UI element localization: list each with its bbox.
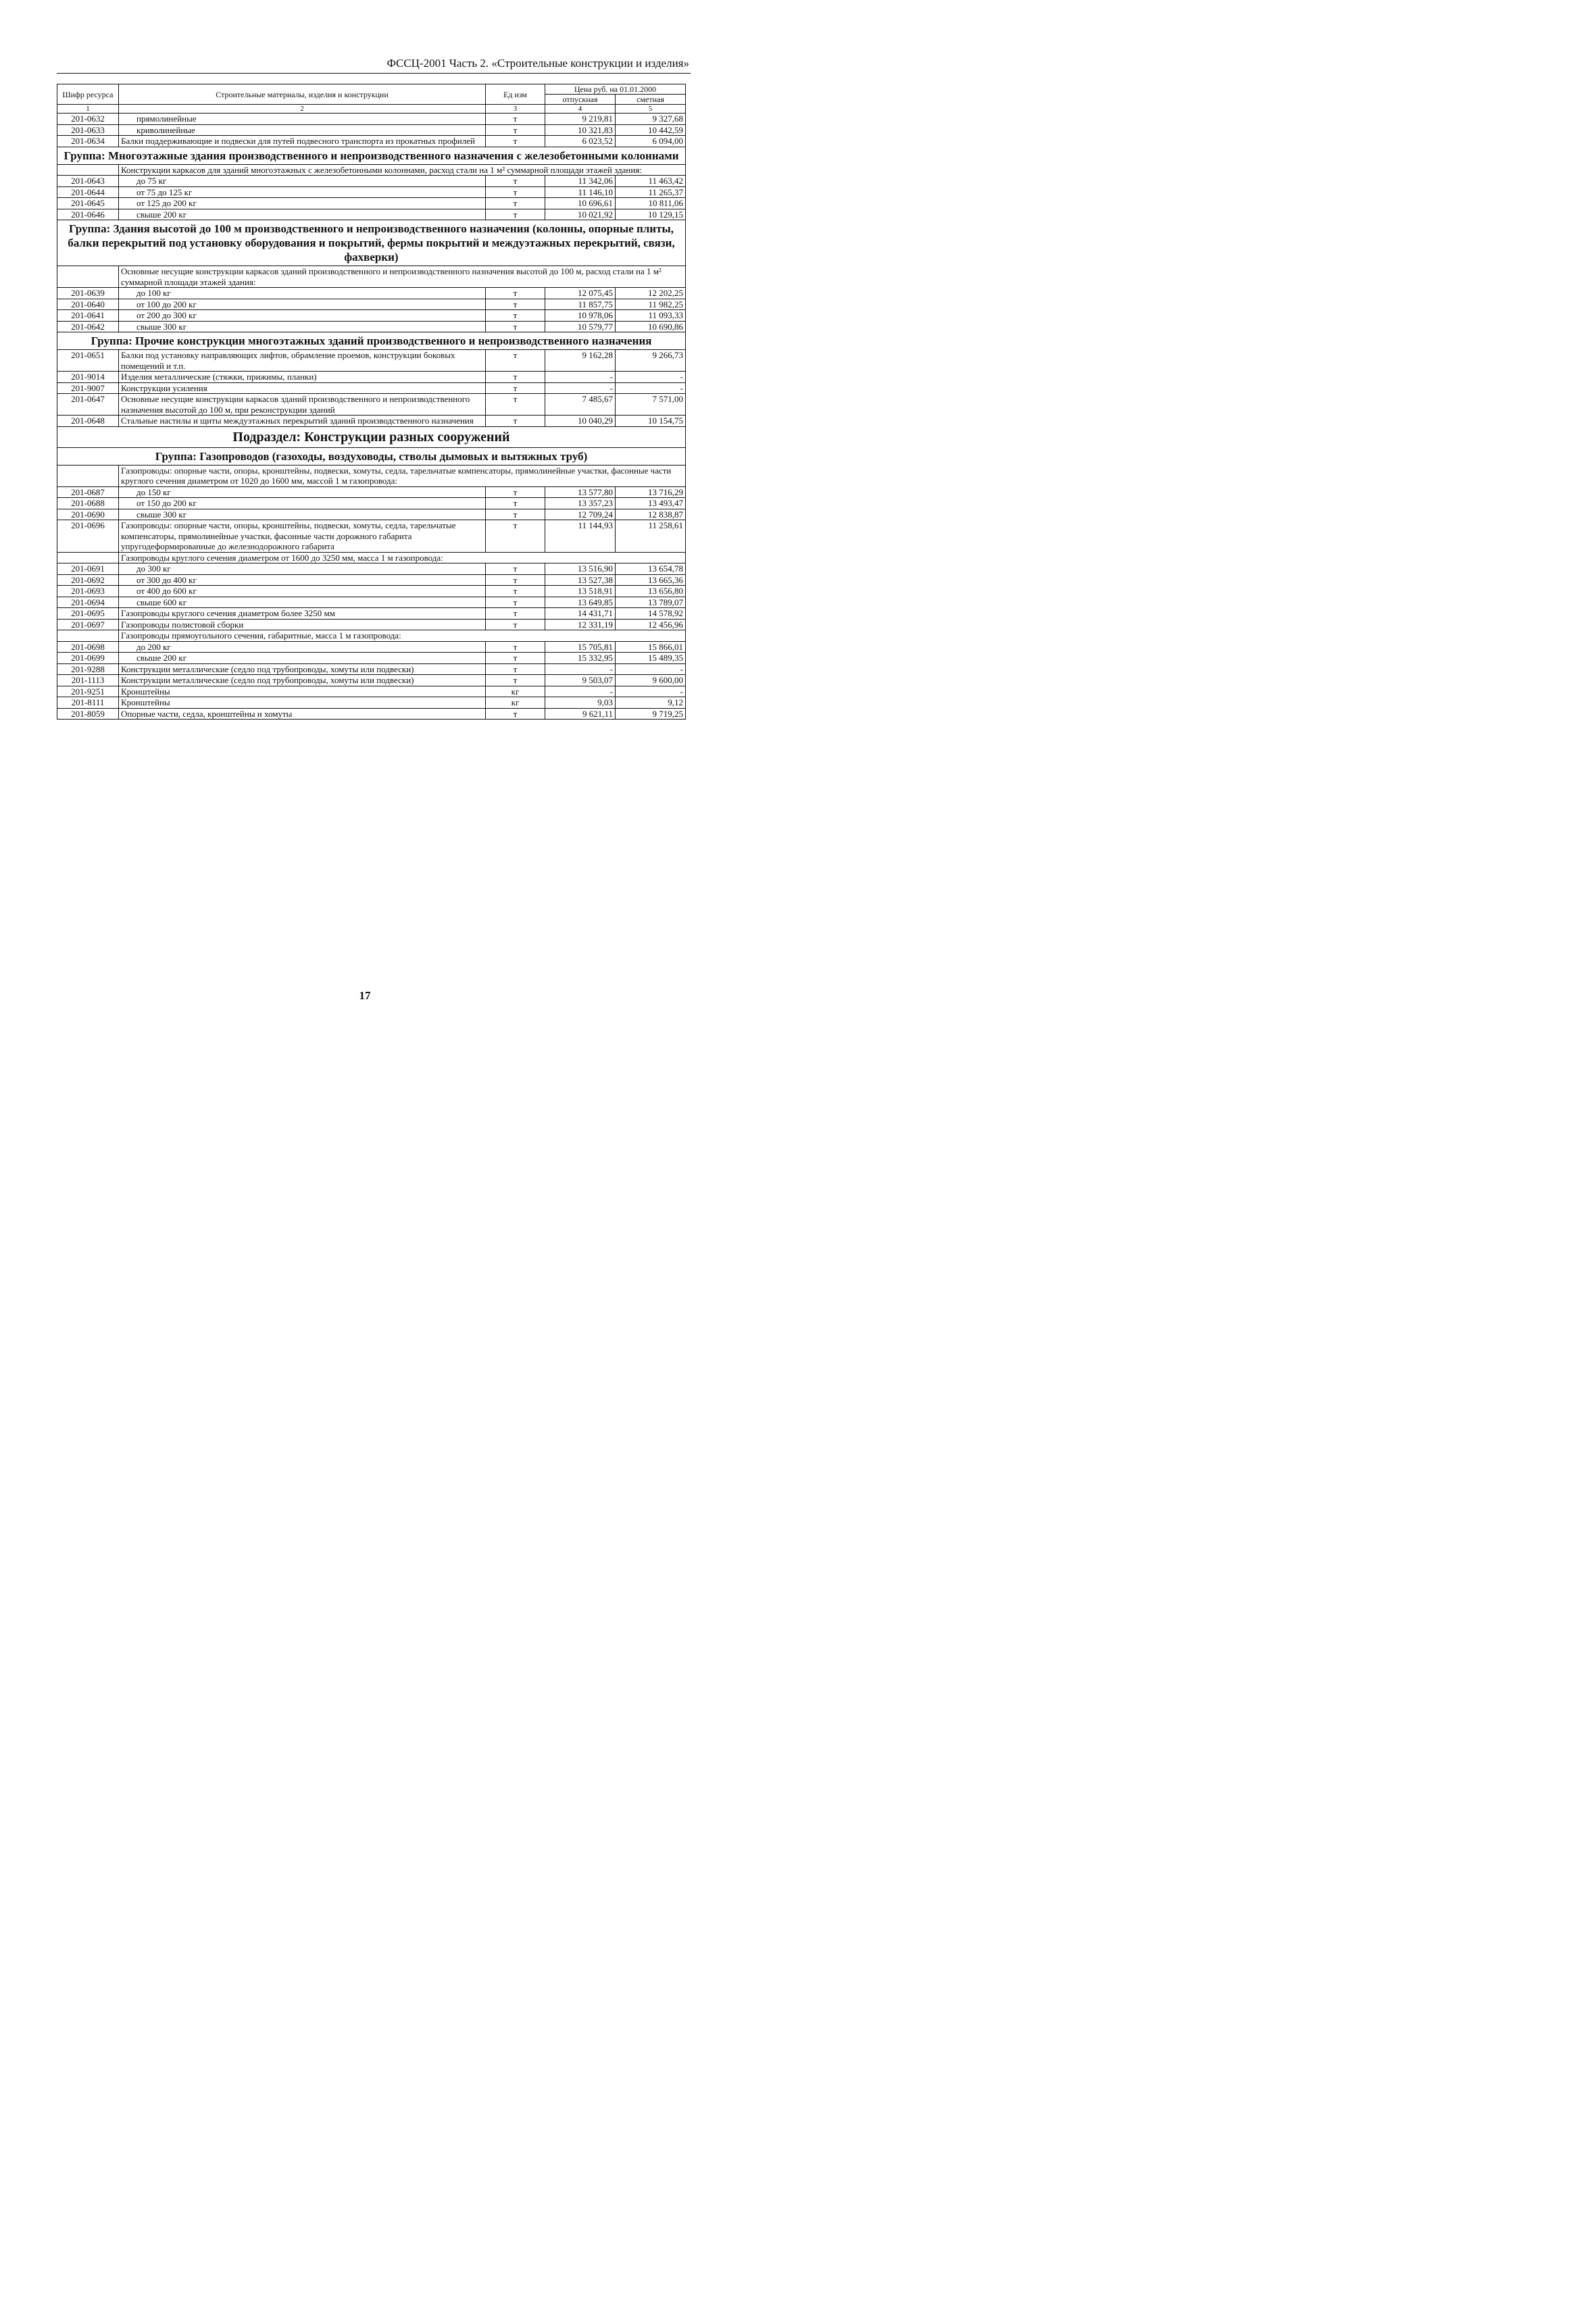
resource-name: до 300 кг (119, 563, 486, 575)
group-heading-row (57, 147, 686, 164)
resource-name: до 200 кг (119, 641, 486, 653)
release-price: 12 709,24 (545, 509, 616, 520)
table-row (57, 520, 686, 553)
resource-code: 201-0644 (57, 186, 119, 198)
empty-code-cell (57, 630, 119, 642)
resource-code: 201-0695 (57, 608, 119, 620)
column-number: 5 (616, 105, 686, 114)
estimate-price: 10 811,06 (616, 198, 686, 209)
resource-name: криволинейные (119, 124, 486, 136)
resource-code: 201-0690 (57, 509, 119, 520)
resource-name: прямолинейные (119, 114, 486, 125)
release-price: 11 144,93 (545, 520, 616, 553)
unit: т (486, 382, 545, 394)
unit: т (486, 486, 545, 498)
release-price: 10 696,61 (545, 198, 616, 209)
estimate-price: 9 327,68 (616, 114, 686, 125)
release-price: 13 527,38 (545, 574, 616, 586)
release-price: - (545, 372, 616, 383)
column-header-code: Шифр ресурса (57, 84, 119, 105)
unit: т (486, 597, 545, 608)
price-table (57, 84, 686, 720)
estimate-price: 13 493,47 (616, 498, 686, 509)
estimate-price: 13 665,36 (616, 574, 686, 586)
release-price: 11 146,10 (545, 186, 616, 198)
estimate-price: - (616, 686, 686, 697)
running-header: ФССЦ-2001 Часть 2. «Строительные конструкции и изделия» (386, 57, 689, 70)
resource-name: от 125 до 200 кг (119, 198, 486, 209)
release-price: 10 978,06 (545, 310, 616, 322)
estimate-price: 12 838,87 (616, 509, 686, 520)
resource-code: 201-0687 (57, 486, 119, 498)
resource-name: от 100 до 200 кг (119, 299, 486, 310)
resource-name: Газопроводы полистовой сборки (119, 619, 486, 630)
table-row (57, 176, 686, 187)
unit: т (486, 114, 545, 125)
resource-name: Кронштейны (119, 686, 486, 697)
resource-name: Конструкции металлические (седло под трубопроводы, хомуты или подвески) (119, 663, 486, 675)
resource-name: Газопроводы круглого сечения диаметром более 3250 мм (119, 608, 486, 620)
resource-code: 201-0699 (57, 653, 119, 664)
header-rule (57, 73, 691, 74)
empty-code-cell (57, 465, 119, 486)
resource-name: до 100 кг (119, 288, 486, 299)
column-number: 3 (486, 105, 545, 114)
estimate-price: 7 571,00 (616, 394, 686, 416)
unit: т (486, 288, 545, 299)
release-price: 9,03 (545, 697, 616, 709)
resource-name: свыше 200 кг (119, 653, 486, 664)
empty-code-cell (57, 164, 119, 176)
table-row (57, 288, 686, 299)
table-row (57, 586, 686, 597)
release-price: 13 577,80 (545, 486, 616, 498)
table-row (57, 686, 686, 697)
resource-name: Основные несущие конструкции каркасов зданий производственного и непроизводственного назначения высотой до 100 м, при реконструкции зданий (119, 394, 486, 416)
resource-code: 201-0688 (57, 498, 119, 509)
resource-name: от 75 до 125 кг (119, 186, 486, 198)
estimate-price: 10 442,59 (616, 124, 686, 136)
release-price: 10 579,77 (545, 321, 616, 332)
unit: т (486, 509, 545, 520)
estimate-price: 11 982,25 (616, 299, 686, 310)
resource-code: 201-0651 (57, 350, 119, 372)
resource-code: 201-0632 (57, 114, 119, 125)
resource-code: 201-0647 (57, 394, 119, 416)
table-row (57, 597, 686, 608)
release-price: 9 162,28 (545, 350, 616, 372)
resource-name: свыше 600 кг (119, 597, 486, 608)
unit: т (486, 198, 545, 209)
group-heading: Группа: Прочие конструкции многоэтажных зданий производственного и непроизводственного назначения (57, 332, 686, 350)
table-row (57, 509, 686, 520)
resource-code: 201-8111 (57, 697, 119, 709)
release-price: 13 518,91 (545, 586, 616, 597)
unit: кг (486, 686, 545, 697)
resource-code: 201-0692 (57, 574, 119, 586)
estimate-price: 10 690,86 (616, 321, 686, 332)
resource-code: 201-0642 (57, 321, 119, 332)
table-row (57, 641, 686, 653)
table-row (57, 372, 686, 383)
table-row (57, 619, 686, 630)
group-heading-row (57, 220, 686, 266)
estimate-price: 10 129,15 (616, 209, 686, 220)
intro-row (57, 630, 686, 642)
release-price: 11 857,75 (545, 299, 616, 310)
estimate-price: 13 716,29 (616, 486, 686, 498)
resource-name: свыше 200 кг (119, 209, 486, 220)
page-number: 17 (359, 989, 371, 1002)
release-price: 12 331,19 (545, 619, 616, 630)
table-row (57, 697, 686, 709)
unit: т (486, 653, 545, 664)
resource-code: 201-0691 (57, 563, 119, 575)
release-price: 6 023,52 (545, 136, 616, 147)
unit: т (486, 520, 545, 553)
estimate-price: 11 258,61 (616, 520, 686, 553)
group-heading: Группа: Здания высотой до 100 м производственного и непроизводственного назначения (колонны, опорные плиты, балки перекрытий под установку оборудования и покрытий, фермы покрытий и междуэтажных перекрытий, связи, фахверки) (57, 220, 686, 266)
resource-code: 201-0698 (57, 641, 119, 653)
resource-code: 201-0646 (57, 209, 119, 220)
table-row (57, 394, 686, 416)
resource-code: 201-0639 (57, 288, 119, 299)
column-header-price-release: отпускная (545, 95, 616, 105)
estimate-price: 13 654,78 (616, 563, 686, 575)
table-row (57, 608, 686, 620)
column-header-price-group: Цена руб. на 01.01.2000 (545, 84, 686, 95)
release-price: - (545, 663, 616, 675)
resource-code: 201-0696 (57, 520, 119, 553)
table-row (57, 563, 686, 575)
estimate-price: 15 489,35 (616, 653, 686, 664)
unit: т (486, 124, 545, 136)
release-price: 14 431,71 (545, 608, 616, 620)
release-price: 7 485,67 (545, 394, 616, 416)
release-price: 9 219,81 (545, 114, 616, 125)
table-row (57, 653, 686, 664)
column-header-price-estimate: сметная (616, 95, 686, 105)
resource-name: свыше 300 кг (119, 321, 486, 332)
group-heading-row (57, 447, 686, 465)
unit: т (486, 372, 545, 383)
table-body (57, 114, 686, 720)
unit: т (486, 663, 545, 675)
release-price: 10 021,92 (545, 209, 616, 220)
resource-name: Кронштейны (119, 697, 486, 709)
intro-row (57, 266, 686, 288)
estimate-price: - (616, 382, 686, 394)
table-row (57, 136, 686, 147)
unit: т (486, 176, 545, 187)
resource-code: 201-1113 (57, 675, 119, 686)
table-row (57, 310, 686, 322)
release-price: 13 649,85 (545, 597, 616, 608)
resource-code: 201-9288 (57, 663, 119, 675)
resource-code: 201-0640 (57, 299, 119, 310)
resource-name: от 200 до 300 кг (119, 310, 486, 322)
intro-text: Газопроводы круглого сечения диаметром от 1600 до 3250 мм, масса 1 м газопровода: (119, 552, 686, 563)
resource-code: 201-0643 (57, 176, 119, 187)
resource-name: до 75 кг (119, 176, 486, 187)
intro-text: Основные несущие конструкции каркасов зданий производственного и непроизводственного назначения высотой до 100 м, расход стали на 1 м² суммарной площади этажей здания: (119, 266, 686, 288)
intro-text: Газопроводы: опорные части, опоры, кронштейны, подвески, хомуты, седла, тарельчатые компенсаторы, прямолинейные участки, фасонные части круглого сечения диаметром от 1020 до 1600 мм, массой 1 м газопровода: (119, 465, 686, 486)
column-number: 2 (119, 105, 486, 114)
unit: т (486, 186, 545, 198)
estimate-price: 11 093,33 (616, 310, 686, 322)
estimate-price: 13 789,07 (616, 597, 686, 608)
estimate-price: 14 578,92 (616, 608, 686, 620)
unit: т (486, 310, 545, 322)
resource-name: до 150 кг (119, 486, 486, 498)
release-price: 9 621,11 (545, 708, 616, 720)
release-price: 9 503,07 (545, 675, 616, 686)
table-row (57, 114, 686, 125)
release-price: - (545, 686, 616, 697)
group-heading-row (57, 332, 686, 350)
table-row (57, 663, 686, 675)
resource-name: от 300 до 400 кг (119, 574, 486, 586)
release-price: 13 516,90 (545, 563, 616, 575)
table-row (57, 574, 686, 586)
estimate-price: 9,12 (616, 697, 686, 709)
intro-text: Конструкции каркасов для зданий многоэтажных с железобетонными колоннами, расход стали на 1 м² суммарной площади этажей здания: (119, 164, 686, 176)
resource-code: 201-0648 (57, 416, 119, 427)
unit: т (486, 299, 545, 310)
unit: т (486, 321, 545, 332)
resource-name: Балки под установку направляющих лифтов, обрамление проемов, конструкции боковых помещений и т.п. (119, 350, 486, 372)
table-row (57, 321, 686, 332)
table-row (57, 486, 686, 498)
release-price: 15 705,81 (545, 641, 616, 653)
estimate-price: 13 656,80 (616, 586, 686, 597)
intro-row (57, 164, 686, 176)
release-price: 12 075,45 (545, 288, 616, 299)
unit: т (486, 574, 545, 586)
unit: т (486, 675, 545, 686)
table-row (57, 186, 686, 198)
resource-name: от 400 до 600 кг (119, 586, 486, 597)
resource-name: свыше 300 кг (119, 509, 486, 520)
unit: т (486, 350, 545, 372)
estimate-price: 9 719,25 (616, 708, 686, 720)
resource-code: 201-0697 (57, 619, 119, 630)
group-heading: Группа: Газопроводов (газоходы, воздуховоды, стволы дымовых и вытяжных труб) (57, 447, 686, 465)
table-row (57, 198, 686, 209)
subdivision-heading-row (57, 426, 686, 447)
estimate-price: 12 202,25 (616, 288, 686, 299)
resource-code: 201-0693 (57, 586, 119, 597)
empty-code-cell (57, 552, 119, 563)
estimate-price: - (616, 372, 686, 383)
estimate-price: 9 600,00 (616, 675, 686, 686)
resource-name: Опорные части, седла, кронштейны и хомуты (119, 708, 486, 720)
resource-name: Балки поддерживающие и подвески для путей подвесного транспорта из прокатных профилей (119, 136, 486, 147)
estimate-price: - (616, 663, 686, 675)
release-price: 15 332,95 (545, 653, 616, 664)
table-row (57, 675, 686, 686)
unit: т (486, 394, 545, 416)
table-row (57, 416, 686, 427)
estimate-price: 6 094,00 (616, 136, 686, 147)
release-price: 13 357,23 (545, 498, 616, 509)
unit: т (486, 708, 545, 720)
table-row (57, 209, 686, 220)
unit: т (486, 498, 545, 509)
table-row (57, 124, 686, 136)
table-row (57, 382, 686, 394)
unit: т (486, 209, 545, 220)
unit: т (486, 136, 545, 147)
column-number: 1 (57, 105, 119, 114)
resource-code: 201-8059 (57, 708, 119, 720)
resource-code: 201-0694 (57, 597, 119, 608)
unit: т (486, 619, 545, 630)
resource-name: Стальные настилы и щиты междуэтажных перекрытий зданий производственного назначения (119, 416, 486, 427)
resource-code: 201-9014 (57, 372, 119, 383)
unit: кг (486, 697, 545, 709)
release-price: 10 040,29 (545, 416, 616, 427)
resource-code: 201-0641 (57, 310, 119, 322)
resource-code: 201-9007 (57, 382, 119, 394)
unit: т (486, 586, 545, 597)
table-row (57, 498, 686, 509)
resource-code: 201-0634 (57, 136, 119, 147)
group-heading: Группа: Многоэтажные здания производственного и непроизводственного назначения с железобетонными колоннами (57, 147, 686, 164)
estimate-price: 9 266,73 (616, 350, 686, 372)
subdivision-heading: Подраздел: Конструкции разных сооружений (57, 426, 686, 447)
empty-code-cell (57, 266, 119, 288)
resource-code: 201-0645 (57, 198, 119, 209)
resource-name: Газопроводы: опорные части, опоры, кронштейны, подвески, хомуты, седла, тарельчатые компенсаторы, прямолинейные участки, фасонные части дорожного габарита упругодеформированные до железнодорожного габарита (119, 520, 486, 553)
resource-name: Конструкции усиления (119, 382, 486, 394)
table-row (57, 708, 686, 720)
intro-text: Газопроводы прямоугольного сечения, габаритные, масса 1 м газопровода: (119, 630, 686, 642)
table-row (57, 299, 686, 310)
column-number: 4 (545, 105, 616, 114)
resource-name: Конструкции металлические (седло под трубопроводы, хомуты или подвески) (119, 675, 486, 686)
column-header-name: Строительные материалы, изделия и конструкции (119, 84, 486, 105)
intro-row (57, 465, 686, 486)
estimate-price: 11 463,42 (616, 176, 686, 187)
release-price: - (545, 382, 616, 394)
estimate-price: 12 456,96 (616, 619, 686, 630)
unit: т (486, 641, 545, 653)
estimate-price: 15 866,01 (616, 641, 686, 653)
estimate-price: 11 265,37 (616, 186, 686, 198)
estimate-price: 10 154,75 (616, 416, 686, 427)
unit: т (486, 416, 545, 427)
resource-name: Изделия металлические (стяжки, прижимы, планки) (119, 372, 486, 383)
resource-code: 201-9251 (57, 686, 119, 697)
release-price: 10 321,83 (545, 124, 616, 136)
release-price: 11 342,06 (545, 176, 616, 187)
unit: т (486, 608, 545, 620)
resource-name: от 150 до 200 кг (119, 498, 486, 509)
resource-code: 201-0633 (57, 124, 119, 136)
table-row (57, 350, 686, 372)
intro-row (57, 552, 686, 563)
unit: т (486, 563, 545, 575)
column-header-unit: Ед изм (486, 84, 545, 105)
